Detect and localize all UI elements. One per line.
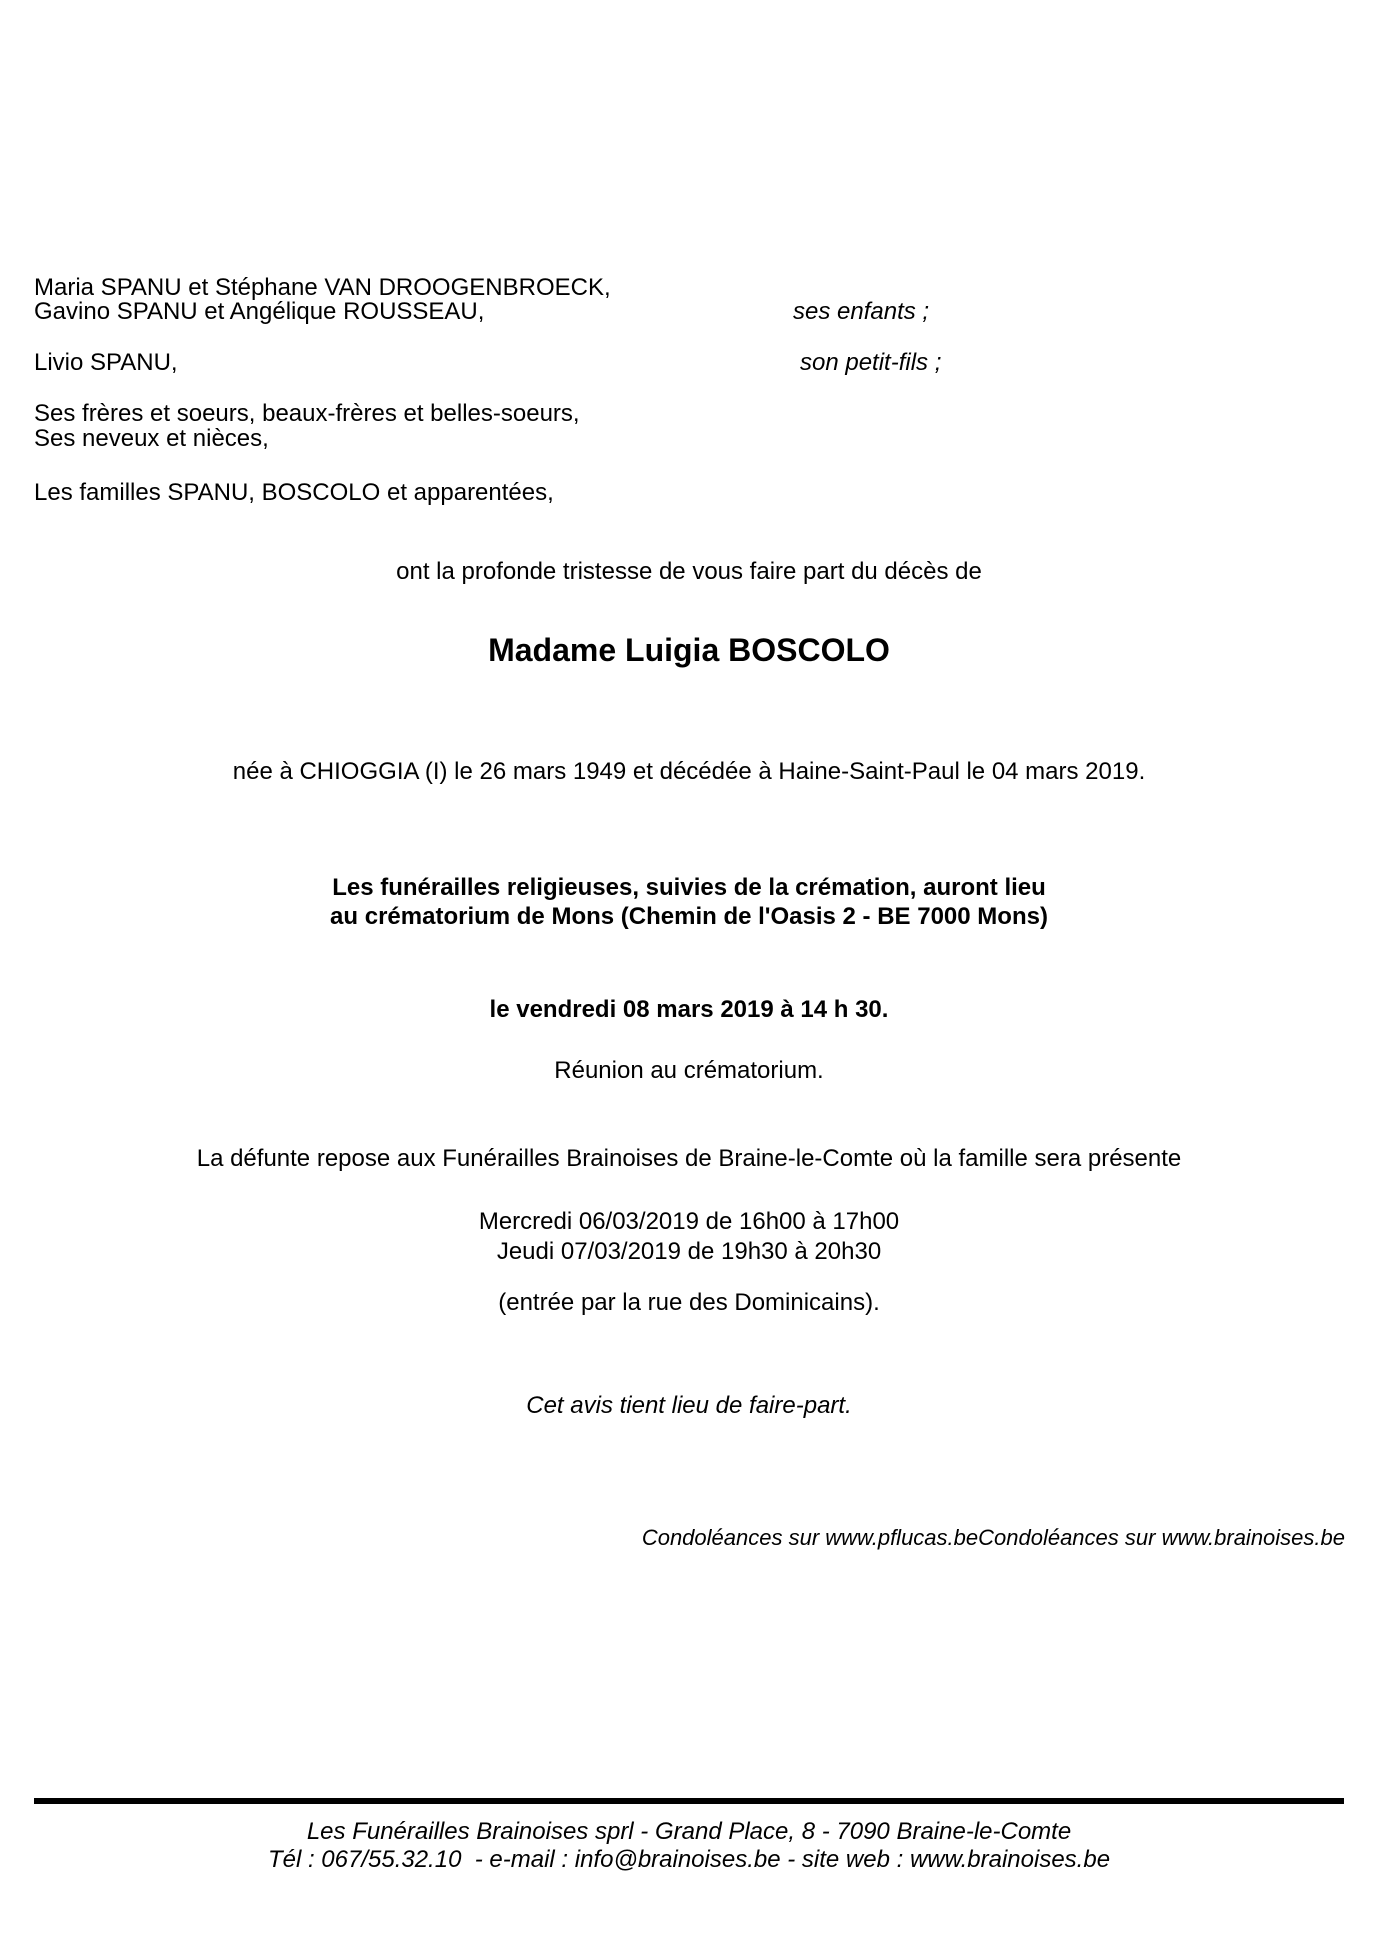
family-families-line: Les familles SPANU, BOSCOLO et apparentées,	[34, 479, 554, 506]
footer-contact-line: Tél : 067/55.32.10 - e-mail : info@brainoises.be - site web : www.brainoises.be	[267, 1846, 1111, 1873]
ceremony-line-2: au crématorium de Mons (Chemin de l'Oasis 2 - BE 7000 Mons)	[330, 903, 1048, 930]
ceremony-line-1: Les funérailles religieuses, suivies de la crémation, auront lieu	[332, 874, 1046, 901]
condolences-line: Condoléances sur www.pflucas.beCondoléances sur www.brainoises.be	[641, 1525, 1345, 1550]
announcement-intro: ont la profonde tristesse de vous faire part du décès de	[396, 558, 982, 585]
visitation-slot-1: Mercredi 06/03/2019 de 16h00 à 17h00	[478, 1208, 900, 1235]
footer-divider	[34, 1798, 1344, 1804]
visitation-slot-2: Jeudi 07/03/2019 de 19h30 à 20h30	[496, 1238, 882, 1265]
visitation-entrance: (entrée par la rue des Dominicains).	[498, 1289, 880, 1316]
family-children-line-2: Gavino SPANU et Angélique ROUSSEAU,	[34, 298, 485, 325]
ceremony-datetime: le vendredi 08 mars 2019 à 14 h 30.	[489, 996, 889, 1023]
relation-children-label: ses enfants ;	[793, 298, 930, 325]
footer-address-line: Les Funérailles Brainoises sprl - Grand Place, 8 - 7090 Braine-le-Comte	[306, 1818, 1072, 1845]
visitation-intro: La défunte repose aux Funérailles Brainoises de Braine-le-Comte où la famille sera présente	[196, 1145, 1182, 1172]
family-grandson-line: Livio SPANU,	[34, 349, 178, 376]
ceremony-meeting: Réunion au crématorium.	[554, 1057, 824, 1084]
family-nephews-line: Ses neveux et nièces,	[34, 425, 269, 452]
faire-part-notice: Cet avis tient lieu de faire-part.	[526, 1392, 852, 1419]
family-children-line-1: Maria SPANU et Stéphane VAN DROOGENBROECK,	[34, 274, 611, 301]
deceased-name: Madame Luigia BOSCOLO	[488, 632, 890, 668]
relation-grandson-label: son petit-fils ;	[800, 349, 942, 376]
birth-death-line: née à CHIOGGIA (I) le 26 mars 1949 et décédée à Haine-Saint-Paul le 04 mars 2019.	[232, 758, 1146, 785]
family-siblings-line: Ses frères et soeurs, beaux-frères et belles-soeurs,	[34, 400, 580, 427]
